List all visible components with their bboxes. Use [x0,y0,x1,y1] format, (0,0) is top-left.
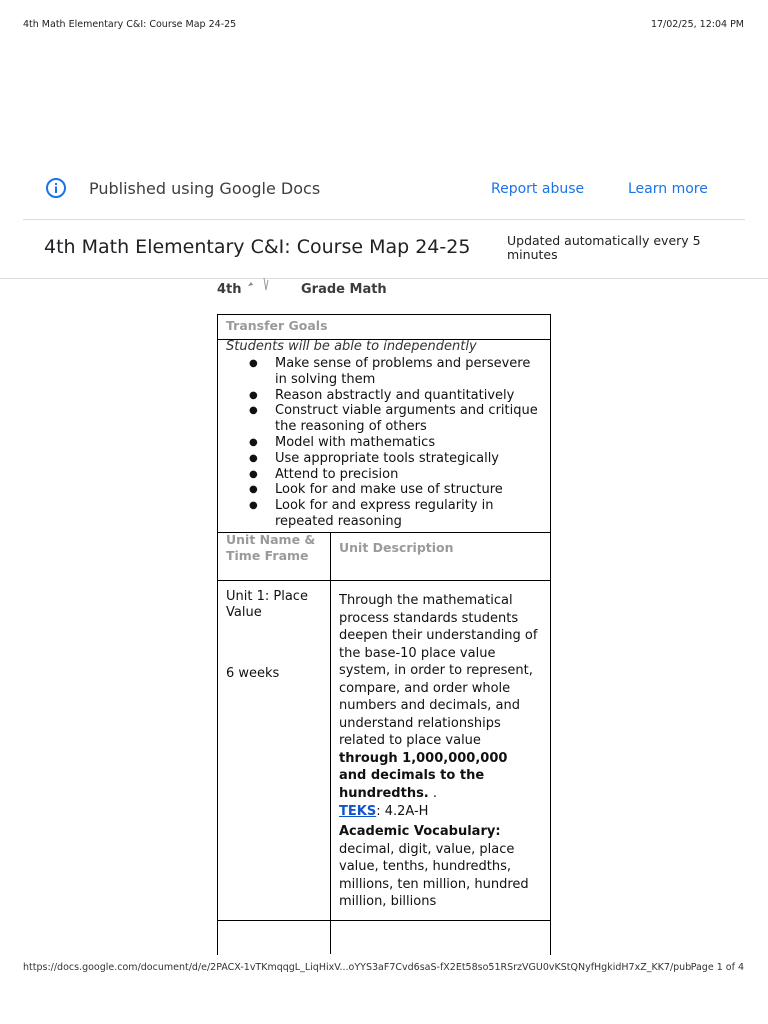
unit-1-description-text: Through the mathematical process standards students deepen their understanding of the base-10 place value system, in order to represent, compare, and order whole numbers and decimals, and understand relationships related to place value [339,593,538,748]
unit-description-header: Unit Description [339,540,454,555]
goals-intro: Students will be able to independently [226,339,477,354]
print-header-datetime: 17/02/25, 12:04 PM [650,19,744,30]
goal-item: ● Look for and make use of structure [249,482,541,498]
teks-value: : 4.2A-H [376,804,429,819]
academic-vocabulary [339,823,539,911]
unit-1-description-tail: . [428,785,438,801]
teks-line [339,804,428,819]
document-title: 4th Math Elementary C&I: Course Map 24-25 [44,236,471,258]
teks-link[interactable]: TEKS [339,804,377,819]
goals-list [249,356,541,530]
unit-1-description [339,592,539,802]
unit-1-description-bold: through 1,000,000,000 and decimals to the hundredths. [339,750,508,801]
decorative-graphic [246,276,274,294]
report-abuse-link[interactable]: Report abuse [491,181,585,197]
learn-more-link[interactable]: Learn more [628,181,708,197]
info-icon[interactable] [45,177,67,199]
goal-item: ● Look for and express regularity in repeated reasoning [249,498,541,530]
course-map-table [217,314,551,954]
goal-item: ● Make sense of problems and persevere in solving them [249,356,541,388]
unit-1-name: Unit 1: Place Value [226,589,308,620]
unit-name-header: Unit Name & Time Frame [226,532,316,563]
published-bar [23,160,745,220]
row-divider [217,920,551,921]
grade-subject: Grade Math [301,282,387,297]
document-title-bar [0,220,768,279]
vocab-terms: decimal, digit, value, place value, tenths, hundredths, millions, ten million, hundred million, billions [339,841,529,909]
footer-url: https://docs.google.com/document/d/e/2PACX-1vTKmqqgL_LiqHixV...oYYS3aF7Cvd6saS-fX2Et58so51RSrzVGU0vKStQNyfHgkidH7xZ_KK7/pub [23,962,692,973]
published-text: Published using Google Docs [89,179,321,198]
row-divider [217,580,551,581]
updated-note: Updated automatically every 5 minutes [507,233,701,262]
goal-item: ● Use appropriate tools strategically [249,451,541,467]
unit-1-time-frame: 6 weeks [226,666,280,681]
goal-item: ● Reason abstractly and quantitatively [249,388,541,404]
transfer-goals-header: Transfer Goals [226,318,328,333]
print-header-title: 4th Math Elementary C&I: Course Map 24-25 [23,19,237,30]
column-divider [330,532,331,954]
goal-item: ● Attend to precision [249,467,541,483]
vocab-label: Academic Vocabulary: [339,824,501,839]
goal-item: ● Construct viable arguments and critique the reasoning of others [249,403,541,435]
grade-number: 4th [217,282,242,297]
goal-item: ● Model with mathematics [249,435,541,451]
footer-page-number: Page 1 of 4 [690,962,744,973]
